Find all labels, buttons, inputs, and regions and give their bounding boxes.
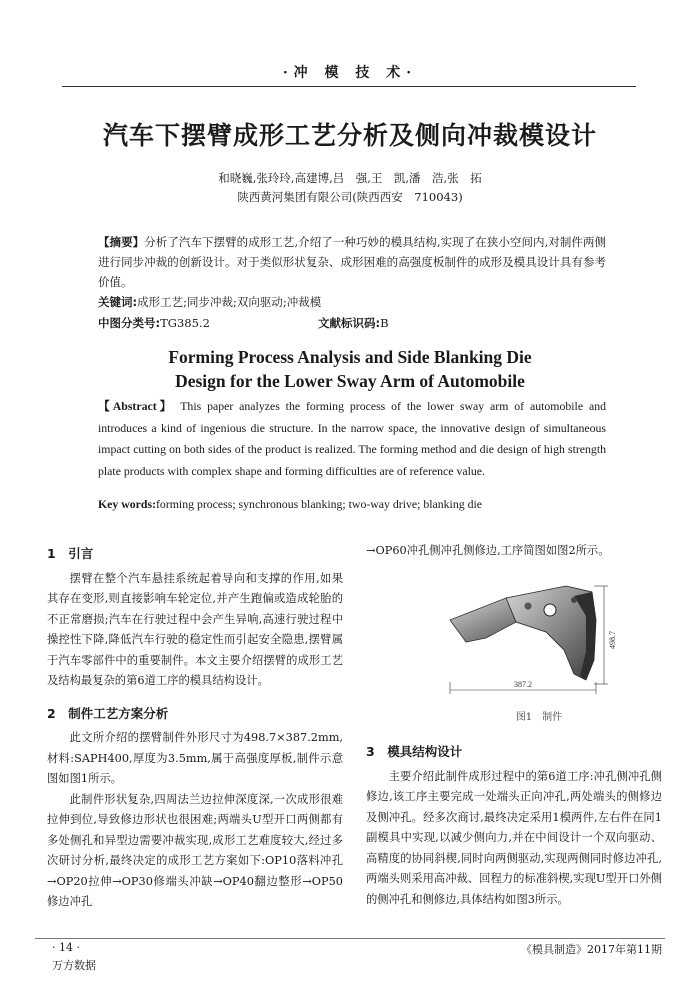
keywords-cn-text: 成形工艺;同步冲裁;双向驱动;冲裁模: [137, 295, 322, 309]
paper-title: 汽车下摆臂成形工艺分析及侧向冲裁模设计: [102, 121, 597, 150]
right-column-continuation: →OP60冲孔侧冲孔侧修边,工序简图如图2所示。: [366, 544, 610, 557]
watermark: 万方数据: [52, 959, 96, 972]
dim-vertical-label: 498.7: [608, 631, 617, 649]
doc-code-value: B: [380, 316, 389, 330]
header-rule: [62, 86, 636, 87]
dim-horizontal-label: 387.2: [514, 680, 532, 689]
cls-label: 中图分类号:: [98, 316, 161, 330]
journal-name: 《模具制造》2017年第11期: [521, 943, 662, 956]
abstract-cn-text: 分析了汽车下摆臂的成形工艺,介绍了一种巧妙的模具结构,实现了在狭小空间内,对制件两侧进行同步冲裁的创新设计。对于类似形状复杂、成形困难的高强度板制件的成形及模具设计具有参考价值。: [98, 235, 607, 289]
section-1-heading: 1 引言: [47, 546, 94, 561]
page-number: · 14 ·: [52, 941, 80, 954]
keywords-cn-label: 关键词:: [98, 295, 138, 309]
keywords-en: [98, 497, 606, 512]
column-header: ·冲 模 技 术·: [282, 65, 418, 81]
section-3-heading: 3 模具结构设计: [366, 744, 463, 759]
english-title-line1: Forming Process Analysis and Side Blanking Die: [168, 347, 532, 367]
cls-value: TG385.2: [160, 316, 210, 330]
section-2-paragraph-1: 此文所介绍的摆臂制件外形尺寸为498.7×387.2mm,材料:SAPH400,厚度为3.5mm,属于高强度厚板,制件示意图如图1所示。: [47, 731, 343, 785]
authors: 和晓巍,张玲玲,高建博,吕 强,王 凯,潘 浩,张 拓: [218, 171, 482, 185]
section-2-heading: 2 制件工艺方案分析: [47, 705, 169, 721]
classification: [98, 315, 606, 331]
left-column: [47, 544, 343, 913]
figure-1-caption: 图1 制件: [515, 712, 563, 723]
keywords-en-label: Key words:: [98, 497, 156, 511]
abstract-cn: [98, 232, 606, 292]
affiliation: 陕西黄河集团有限公司(陕西西安 710043): [237, 190, 463, 204]
english-title-line2: Design for the Lower Sway Arm of Automobile: [175, 371, 525, 391]
doc-code-label: 文献标识码:: [318, 316, 381, 330]
keywords-cn: [98, 294, 606, 310]
sway-arm-hole-3: [571, 597, 577, 603]
keywords-en-text: forming process; synchronous blanking; two-way drive; blanking die: [156, 497, 482, 511]
english-title: [0, 345, 700, 393]
section-2-paragraph-2: 此制件形状复杂,四周法兰边拉伸深度深,一次成形很难拉伸到位,导致修边形状也很困难;两端头U型开口两侧都有多处侧孔和异型边需要冲裁实现,成形工艺难度较大,经过多次研讨分析,最终决定的成形工艺方案如下:OP10落料冲孔→OP20拉伸→OP30修端头冲缺→OP40翻边整形→OP50修边冲孔: [47, 792, 343, 908]
sway-arm-hole-2: [525, 603, 532, 610]
figure-1-part-image: [446, 580, 632, 698]
abstract-en: [98, 396, 606, 482]
sway-arm-hole-1: [544, 604, 556, 616]
abstract-en-label: 【Abstract】: [98, 399, 175, 413]
section-1-paragraph: 摆臂在整个汽车悬挂系统起着导向和支撑的作用,如果其存在变形,则直接影响车轮定位,并产生跑偏或造成轮胎的不正常磨损;汽车在行驶过程中会产生异响,高速行驶过程中操控性下降,降低汽车行驶的稳定性而引起安全隐患,摆臂属于汽车零部件中的重要制件。本文主要介绍摆臂的成形工艺及结构最复杂的第6道工序的模具结构设计。: [47, 571, 343, 687]
right-column-top: [366, 541, 662, 562]
right-column-bottom: [366, 742, 662, 910]
abstract-en-text: This paper analyzes the forming process of the lower sway arm of automobile and introduces a kind of ingenious die structure. In the narrow space, the innovative design of simultaneous impact cutting on both sides of the product is realized. The forming method and die design of high strength plate products with complex shape and forming difficulties are of reference value.: [98, 399, 606, 478]
abstract-cn-label: 【摘要】: [98, 235, 145, 249]
section-3-paragraph: 主要介绍此制件成形过程中的第6道工序:冲孔侧冲孔侧修边,该工序主要完成一处端头正向冲孔,两处端头的侧修边及侧冲孔。经多次商讨,最终决定采用1模两件,左右件在同1副模具中实现,以减少侧向力,并在中间设计一个双向驱动、高精度的协同斜楔,同时向两侧驱动,实现两侧同时修边冲孔,两端头则采用高冲裁、回程力的标准斜楔,实现U型开口外侧的侧冲孔和侧修边,具体结构如图3所示。: [366, 769, 662, 906]
footer-rule: [35, 938, 665, 939]
